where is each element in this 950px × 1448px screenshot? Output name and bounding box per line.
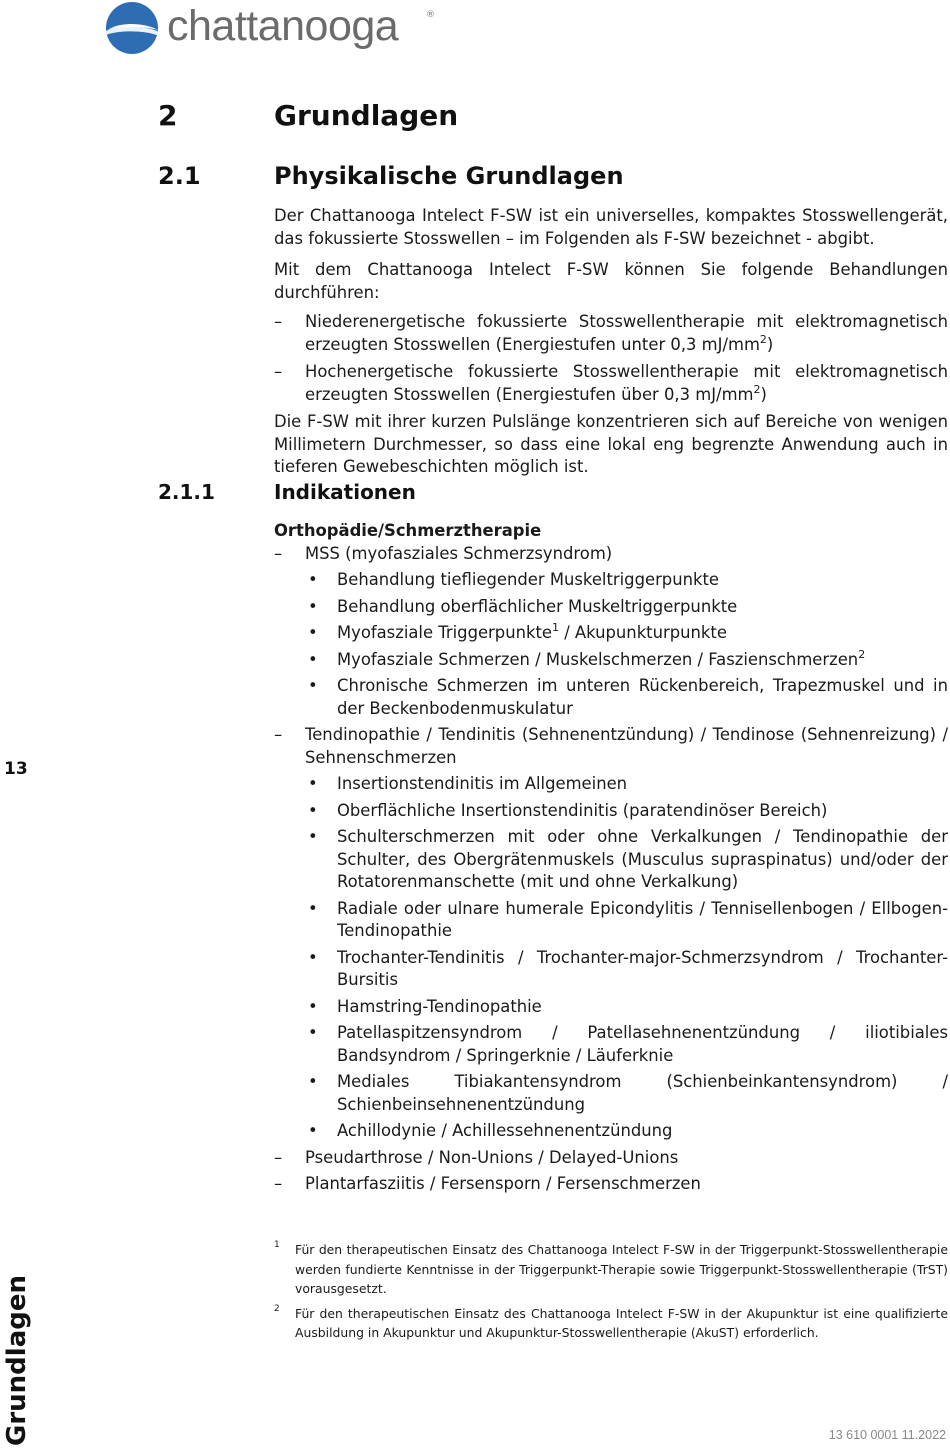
sub-item-text: Patellaspitzensyndrom / Patellasehnenentzündung / iliotibiales Bandsyndrom / Springerknie / Läuferknie <box>337 1023 948 1065</box>
sub-item-text: Chronische Schmerzen im unteren Rückenbereich, Trapezmuskel und in der Beckenbodenmuskulatur <box>337 676 948 718</box>
treatment-item <box>274 361 948 406</box>
sub-item <box>305 996 948 1019</box>
indication-text: MSS (myofasziales Schmerzsyndrom) <box>305 543 613 563</box>
indication-item <box>274 1147 948 1170</box>
sub-item-text: Hamstring-Tendinopathie <box>337 996 542 1016</box>
page-number: 13 <box>4 759 28 779</box>
bullet-marker: • <box>308 649 318 669</box>
indications-heading: Orthopädie/Schmerztherapie <box>274 521 542 540</box>
bullet-marker: • <box>308 898 318 918</box>
footnotes <box>274 1240 948 1348</box>
sub-item <box>305 826 948 894</box>
subsection-number: 2.1.1 <box>158 480 215 504</box>
bullet-marker: • <box>308 1121 318 1140</box>
bullet-marker: • <box>308 996 318 1016</box>
treatment-end: ) <box>766 334 774 354</box>
indication-text: Plantarfasziitis / Fersensporn / Fersenschmerzen <box>305 1174 701 1193</box>
sub-item <box>305 1022 948 1067</box>
superscript: 2 <box>753 382 761 396</box>
section-title: Physikalische Grundlagen <box>274 162 624 190</box>
treatment-item <box>274 311 948 356</box>
registered-mark: ® <box>426 10 435 20</box>
indication-item <box>274 1173 948 1196</box>
indication-text: Pseudarthrose / Non-Unions / Delayed-Unions <box>305 1147 679 1167</box>
sub-item-text: Achillodynie / Achillessehnenentzündung <box>337 1121 673 1140</box>
chattanooga-logo-icon <box>104 0 160 56</box>
sub-item-text-rest: / Akupunkturpunkte <box>558 623 727 642</box>
bullet-marker: • <box>308 596 318 616</box>
footnote-ref: 1 <box>551 621 559 634</box>
indications-list <box>274 543 948 1196</box>
bullet-marker: • <box>308 570 318 589</box>
sub-item <box>305 898 948 943</box>
footnote-mark: 2 <box>274 1303 280 1314</box>
footnote <box>274 1304 948 1343</box>
sub-item-text: Radiale oder ulnare humerale Epicondylitis / Tennisellenbogen / Ellbogen-Tendinopathie <box>337 898 948 940</box>
intro-paragraph-1: Der Chattanooga Intelect F-SW ist ein universelles, kompaktes Stosswellengerät, das fokussierte Stosswellen – im Folgenden als F-SW bezeichnet - abgibt. <box>274 206 948 248</box>
side-chapter-label: Grundlagen <box>2 1274 32 1446</box>
bullet-marker: • <box>308 676 318 695</box>
bullet-marker: • <box>308 947 318 967</box>
treatment-text: Niederenergetische fokussierte Stosswellentherapie mit elektromagnetisch erzeugten Stosswellen (Energiestufen unter 0,3 mJ/mm <box>305 312 948 354</box>
sub-item-text: Myofasziale Triggerpunkte <box>337 623 552 642</box>
footnote <box>274 1240 948 1299</box>
sub-item-text: Behandlung tiefliegender Muskeltriggerpunkte <box>337 570 719 589</box>
sub-item-text: Insertionstendinitis im Allgemeinen <box>337 774 628 793</box>
sub-item-text: Behandlung oberflächlicher Muskeltriggerpunkte <box>337 596 738 616</box>
sub-item-text: Mediales Tibiakantensyndrom (Schienbeinkantensyndrom) / Schienbeinsehnenentzündung <box>337 1072 948 1114</box>
chapter-number: 2 <box>158 99 178 132</box>
sub-item <box>305 800 948 823</box>
document-code: 13 610 0001 11.2022 <box>828 1428 946 1442</box>
sub-item <box>305 675 948 720</box>
sub-item <box>305 622 948 645</box>
intro-block <box>274 205 948 488</box>
bullet-marker: • <box>308 800 318 820</box>
section-heading <box>158 160 858 192</box>
subsection-title: Indikationen <box>274 480 416 504</box>
brand-logo <box>104 0 444 56</box>
intro-paragraph-2: Mit dem Chattanooga Intelect F-SW können Sie folgende Behandlungen durchführen: <box>274 260 948 302</box>
brand-name: chattanooga <box>167 2 399 50</box>
footnote-text: Für den therapeutischen Einsatz des Chattanooga Intelect F-SW in der Triggerpunkt-Stosswellentherapie werden fundierte Kenntnisse in der Triggerpunkt-Therapie sowie Triggerpunkt-Stosswellentherapie (TrST) vorausgesetzt. <box>295 1242 948 1296</box>
sub-item <box>305 1071 948 1116</box>
indication-item <box>274 543 948 721</box>
sub-item <box>305 596 948 619</box>
footnote-mark: 1 <box>274 1240 280 1250</box>
section-number: 2.1 <box>158 162 201 190</box>
indication-text: Tendinopathie / Tendinitis (Sehnenentzündung) / Tendinose (Sehnenreizung) / Sehnenschmerzen <box>305 725 948 767</box>
dash-marker: – <box>274 1174 283 1193</box>
treatment-text: Hochenergetische fokussierte Stosswellentherapie mit elektromagnetisch erzeugten Stosswellen (Energiestufen über 0,3 mJ/mm <box>305 362 948 404</box>
dash-marker: – <box>274 362 283 381</box>
bullet-marker: • <box>308 1023 318 1042</box>
indication-sublist <box>305 569 948 720</box>
sub-item <box>305 649 948 672</box>
footnote-text: Für den therapeutischen Einsatz des Chattanooga Intelect F-SW in der Akupunktur ist eine qualifizierte Ausbildung in Akupunktur und Akupunktur-Stosswellentherapie (AkuST) erforderlich. <box>295 1305 948 1340</box>
sub-item <box>305 569 948 592</box>
sub-item-text: Schulterschmerzen mit oder ohne Verkalkungen / Tendinopathie der Schulter, des Obergrätenmuskels (Musculus supraspinatus) und/oder der Rotatorenmanschette (mit und ohne Verkalkung) <box>337 827 948 891</box>
superscript: 2 <box>759 332 767 346</box>
bullet-marker: • <box>308 1072 318 1091</box>
indications-block <box>274 520 948 1200</box>
bullet-marker: • <box>308 827 318 846</box>
indication-sublist <box>305 773 948 1143</box>
chapter-title: Grundlagen <box>274 99 459 132</box>
sub-item <box>305 947 948 992</box>
treatment-end: ) <box>760 384 767 404</box>
sub-item <box>305 1120 948 1143</box>
sub-item-text: Myofasziale Schmerzen / Muskelschmerzen / Faszienschmerzen <box>337 649 859 669</box>
bullet-marker: • <box>308 774 318 793</box>
subsection-heading <box>158 479 858 505</box>
dash-marker: – <box>274 543 283 563</box>
indication-item <box>274 724 948 1143</box>
dash-marker: – <box>274 312 283 331</box>
footnote-ref: 2 <box>858 647 866 661</box>
dash-marker: – <box>274 1147 283 1167</box>
sub-item-text: Trochanter-Tendinitis / Trochanter-major-Schmerzsyndrom / Trochanter-Bursitis <box>337 947 948 989</box>
dash-marker: – <box>274 725 283 744</box>
bullet-marker: • <box>308 623 318 642</box>
chapter-heading <box>158 98 858 134</box>
sub-item-text: Oberflächliche Insertionstendinitis (paratendinöser Bereich) <box>337 800 828 820</box>
sub-item <box>305 773 948 796</box>
treatment-list <box>274 311 948 406</box>
intro-paragraph-3: Die F-SW mit ihrer kurzen Pulslänge konzentrieren sich auf Bereiche von wenigen Millimetern Durchmesser, so dass eine lokal eng begrenzte Anwendung auch in tieferen Gewebeschichten möglich ist. <box>274 412 948 476</box>
